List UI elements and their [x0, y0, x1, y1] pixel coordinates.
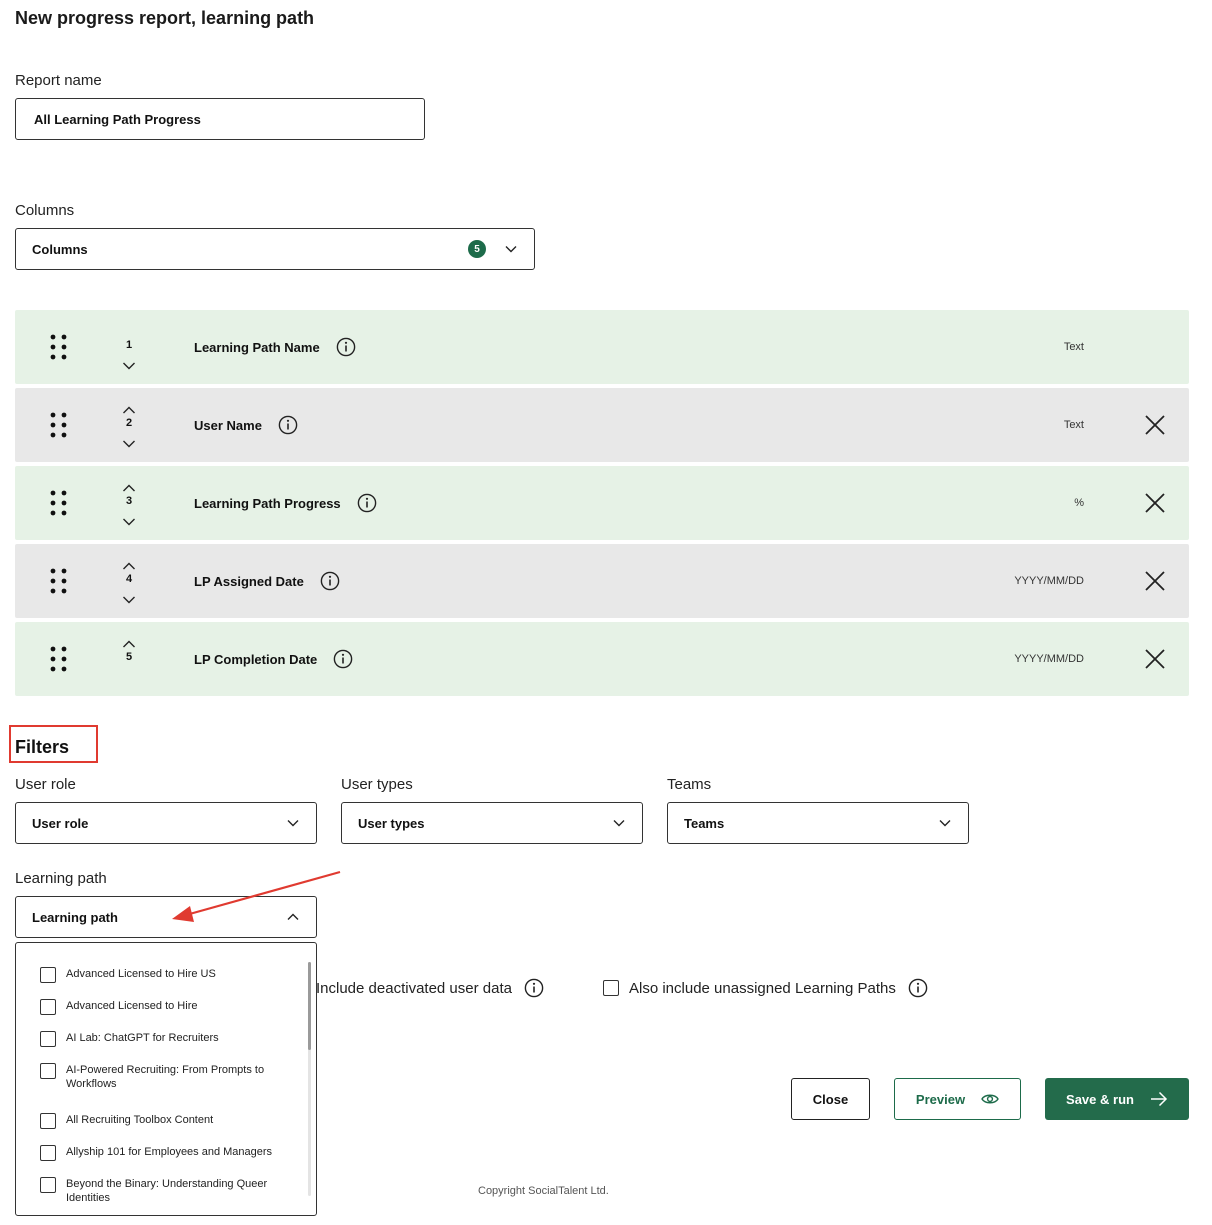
column-name	[194, 466, 377, 540]
column-name	[194, 544, 340, 618]
user-types-select-label: User types	[358, 815, 425, 831]
column-row[interactable]	[15, 466, 1189, 540]
column-name-text: User Name	[194, 417, 262, 433]
column-order-controls	[119, 388, 139, 462]
option-checkbox[interactable]	[40, 1145, 56, 1161]
column-type: Text	[1063, 419, 1084, 431]
drag-handle-icon[interactable]	[49, 490, 69, 516]
option-label: All Recruiting Toolbox Content	[66, 1114, 214, 1126]
teams-select[interactable]	[667, 802, 969, 844]
drag-handle-icon[interactable]	[49, 646, 69, 672]
learning-path-label: Learning path	[15, 870, 107, 887]
columns-count-badge: 5	[468, 240, 486, 258]
column-row[interactable]	[15, 310, 1189, 384]
teams-label: Teams	[667, 776, 712, 793]
option-checkbox[interactable]	[40, 999, 56, 1015]
column-order-number: 5	[125, 651, 133, 663]
learning-path-select-label: Learning path	[32, 909, 118, 925]
arrow-right-icon	[1150, 1091, 1168, 1107]
close-button[interactable]	[791, 1078, 870, 1120]
learning-path-option[interactable]	[40, 999, 300, 1015]
chevron-down-icon[interactable]	[122, 592, 136, 610]
columns-label: Columns	[15, 202, 75, 219]
preview-button[interactable]	[894, 1078, 1021, 1120]
dropdown-scrollbar-thumb[interactable]	[308, 962, 311, 1050]
column-row[interactable]	[15, 544, 1189, 618]
include-deactivated-label: Include deactivated user data	[316, 979, 512, 997]
option-checkbox[interactable]	[40, 1031, 56, 1047]
column-type: Text	[1063, 341, 1084, 353]
info-icon[interactable]	[328, 337, 356, 357]
info-icon[interactable]	[270, 415, 298, 435]
close-icon[interactable]	[1145, 571, 1165, 591]
user-types-label: User types	[341, 776, 413, 793]
info-icon[interactable]	[312, 571, 340, 591]
column-name	[194, 388, 298, 462]
include-unassigned-checkbox[interactable]	[603, 980, 619, 996]
save-run-button[interactable]	[1045, 1078, 1189, 1120]
learning-path-dropdown	[15, 942, 317, 1216]
option-label: Allyship 101 for Employees and Managers	[66, 1146, 273, 1158]
drag-handle-icon[interactable]	[49, 412, 69, 438]
info-icon[interactable]	[524, 978, 544, 998]
option-label: AI Lab: ChatGPT for Recruiters	[66, 1032, 219, 1044]
column-type: %	[1074, 497, 1084, 509]
copyright-text: Copyright SocialTalent Ltd.	[478, 1185, 609, 1197]
info-icon[interactable]	[908, 978, 928, 998]
include-deactivated-row[interactable]	[316, 978, 544, 998]
learning-path-option[interactable]	[40, 1063, 300, 1091]
column-name-text: Learning Path Progress	[194, 495, 341, 511]
user-role-select[interactable]	[15, 802, 317, 844]
column-order-controls	[119, 310, 139, 384]
column-order-number: 1	[125, 339, 133, 351]
column-name-text: LP Completion Date	[194, 651, 318, 667]
column-row[interactable]	[15, 388, 1189, 462]
learning-path-option[interactable]	[40, 1145, 300, 1161]
eye-icon	[981, 1092, 999, 1106]
include-unassigned-row[interactable]	[603, 978, 928, 998]
columns-select[interactable]	[15, 228, 535, 270]
close-icon[interactable]	[1145, 649, 1165, 669]
option-label: Beyond the Binary: Understanding Queer Identities	[66, 1178, 268, 1204]
column-order-number: 2	[125, 417, 133, 429]
option-label: Advanced Licensed to Hire US	[66, 968, 216, 980]
info-icon[interactable]	[325, 649, 353, 669]
page-title: New progress report, learning path	[15, 8, 315, 28]
column-row[interactable]	[15, 622, 1189, 696]
learning-path-option[interactable]	[40, 1113, 300, 1129]
learning-path-option[interactable]	[40, 967, 300, 983]
learning-path-option[interactable]	[40, 1177, 300, 1205]
chevron-down-icon[interactable]	[122, 358, 136, 376]
chevron-down-icon	[612, 816, 626, 830]
column-order-number: 3	[125, 495, 133, 507]
user-types-select[interactable]	[341, 802, 643, 844]
column-type: YYYY/MM/DD	[1014, 653, 1084, 665]
drag-handle-icon[interactable]	[49, 334, 69, 360]
option-label: Advanced Licensed to Hire	[66, 1000, 198, 1012]
chevron-down-icon[interactable]	[122, 514, 136, 532]
filters-heading: Filters	[9, 725, 98, 763]
close-button-label: Close	[812, 1091, 849, 1107]
learning-path-option[interactable]	[40, 1031, 300, 1047]
columns-select-label: Columns	[32, 241, 88, 257]
column-name-text: LP Assigned Date	[194, 573, 304, 589]
drag-handle-icon[interactable]	[49, 568, 69, 594]
close-icon[interactable]	[1145, 493, 1165, 513]
teams-select-label: Teams	[684, 815, 725, 831]
option-label: AI-Powered Recruiting: From Prompts to Workflows	[66, 1064, 265, 1090]
column-order-controls	[119, 622, 139, 696]
column-name	[194, 310, 356, 384]
column-name	[194, 622, 353, 696]
preview-button-label: Preview	[915, 1091, 966, 1107]
chevron-down-icon[interactable]	[122, 436, 136, 454]
chevron-down-icon	[504, 242, 518, 256]
close-icon[interactable]	[1145, 415, 1165, 435]
option-checkbox[interactable]	[40, 967, 56, 983]
column-name-text: Learning Path Name	[194, 339, 320, 355]
option-checkbox[interactable]	[40, 1063, 56, 1079]
column-order-number: 4	[125, 573, 133, 585]
option-checkbox[interactable]	[40, 1113, 56, 1129]
chevron-down-icon	[938, 816, 952, 830]
user-role-label: User role	[15, 776, 76, 793]
chevron-down-icon	[286, 816, 300, 830]
report-name-input[interactable]	[15, 98, 425, 140]
include-unassigned-label: Also include unassigned Learning Paths	[629, 979, 896, 997]
annotation-arrow-icon	[160, 862, 350, 928]
column-order-controls	[119, 466, 139, 540]
column-type: YYYY/MM/DD	[1014, 575, 1084, 587]
option-checkbox[interactable]	[40, 1177, 56, 1193]
info-icon[interactable]	[349, 493, 377, 513]
user-role-select-label: User role	[32, 815, 89, 831]
column-order-controls	[119, 544, 139, 618]
save-run-button-label: Save & run	[1066, 1091, 1134, 1107]
report-name-label: Report name	[15, 72, 102, 89]
